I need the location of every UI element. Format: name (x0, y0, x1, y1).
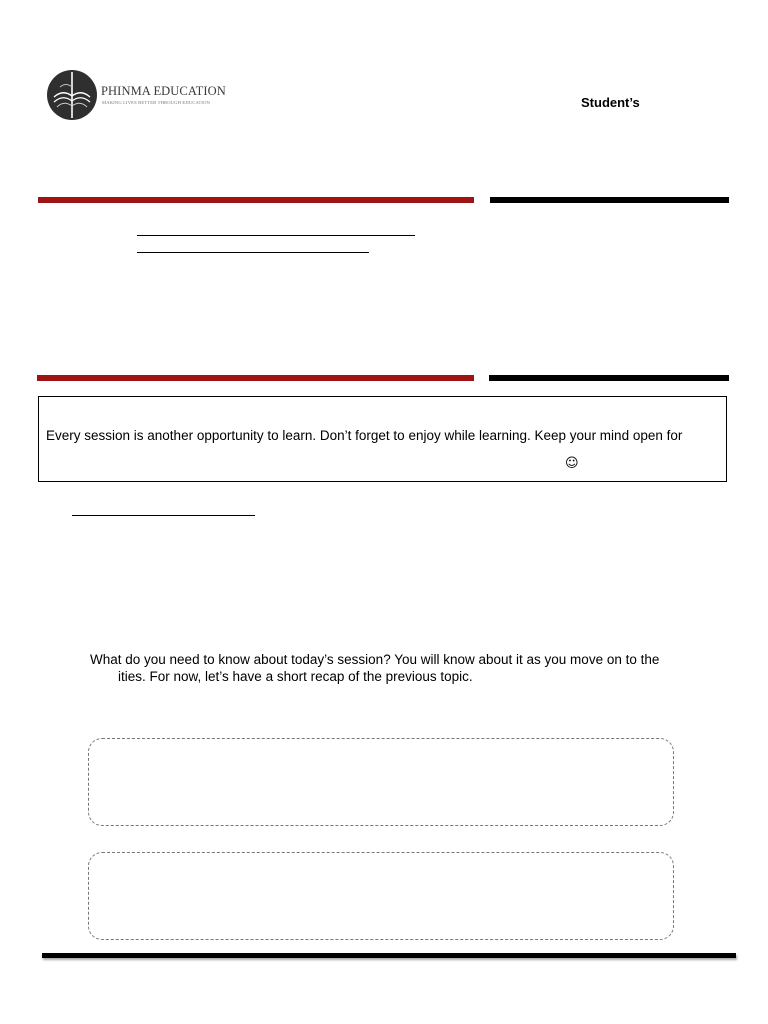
recap-box-2 (88, 852, 674, 940)
phinma-emblem-icon (46, 69, 98, 121)
middle-red-rule (37, 375, 474, 381)
top-red-rule (38, 197, 474, 203)
blank-line-2 (137, 252, 369, 253)
logo-name: PHINMA EDUCATION (101, 84, 226, 98)
smiley-icon: ☺ (565, 456, 579, 471)
middle-black-rule (489, 375, 729, 381)
intro-line-1: What do you need to know about today’s session? You will know about it as you move on to the (90, 652, 660, 667)
intro-paragraph (90, 651, 690, 685)
recap-box-1 (88, 738, 674, 826)
top-black-rule (490, 197, 729, 203)
notice-box (38, 396, 727, 482)
logo-tagline: MAKING LIVES BETTER THROUGH EDUCATION (102, 100, 211, 105)
intro-line-2: ities. For now, let’s have a short recap of the previous topic. (118, 669, 473, 684)
notice-text: Every session is another opportunity to learn. Don’t forget to enjoy while learning. Keep your mind open for (46, 428, 683, 443)
bottom-rule (42, 953, 736, 958)
phinma-logo (40, 66, 226, 124)
header-label: Student’s (581, 95, 640, 110)
blank-line-1 (137, 235, 415, 236)
section-heading-underline (72, 515, 255, 516)
